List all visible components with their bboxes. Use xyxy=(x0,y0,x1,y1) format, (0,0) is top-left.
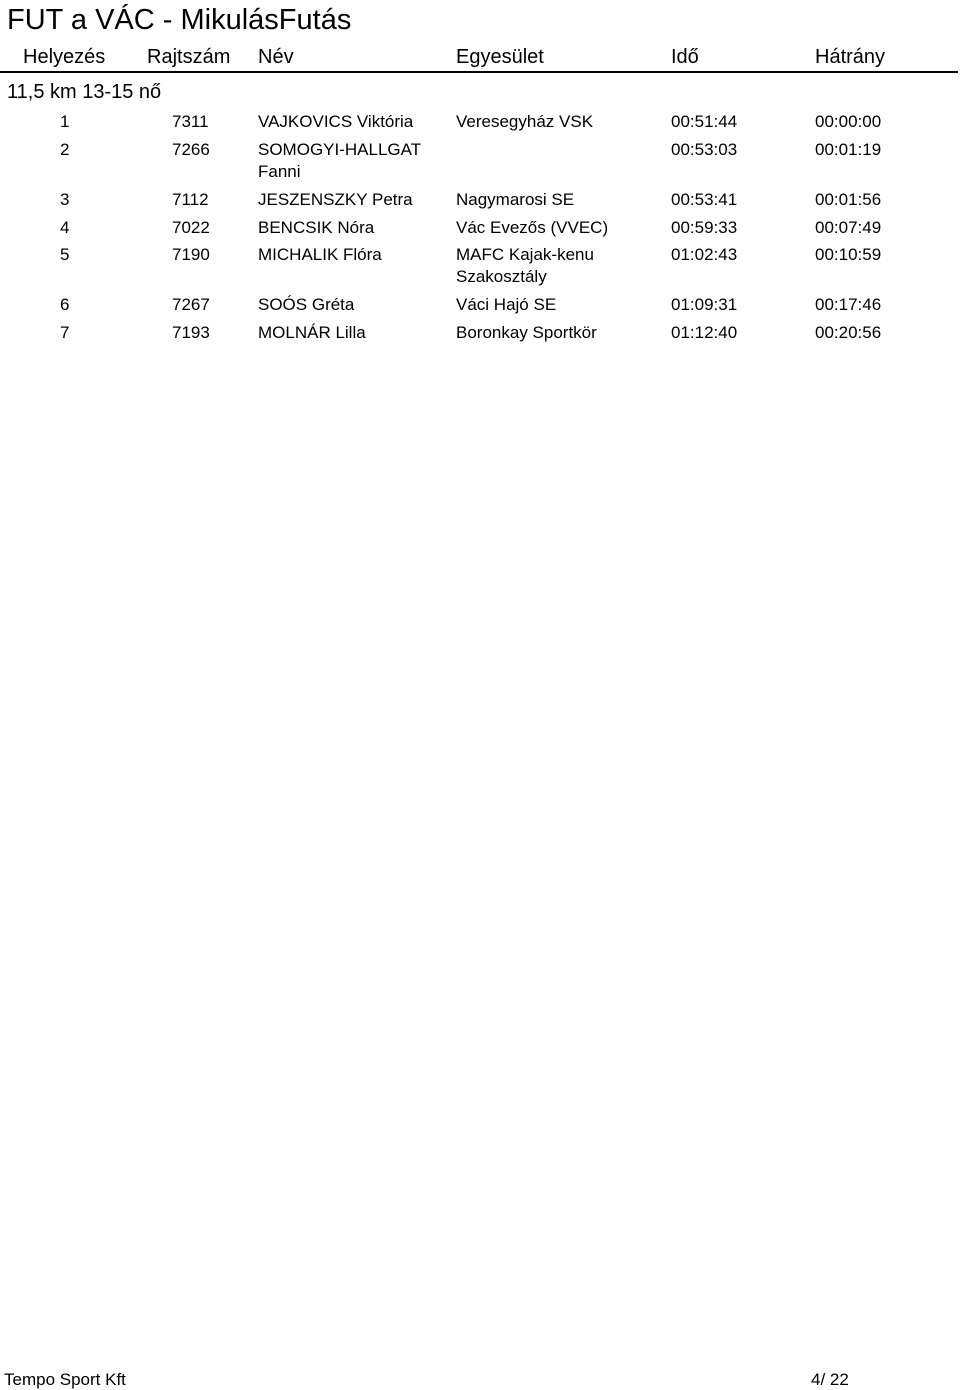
cell-position: 6 xyxy=(60,295,70,314)
cell-name: BENCSIK Nóra xyxy=(258,218,375,237)
column-header-bib: Rajtszám xyxy=(147,46,231,68)
column-header-time: Idő xyxy=(671,46,699,68)
footer-company: Tempo Sport Kft xyxy=(4,1370,126,1389)
cell-time: 00:51:44 xyxy=(671,112,738,131)
cell-time: 01:09:31 xyxy=(671,295,738,314)
cell-time: 00:59:33 xyxy=(671,218,738,237)
cell-bib: 7190 xyxy=(172,245,210,264)
cell-name: MICHALIK Flóra xyxy=(258,245,382,264)
cell-position: 5 xyxy=(60,245,70,264)
cell-gap: 00:10:59 xyxy=(815,245,882,264)
cell-gap: 00:17:46 xyxy=(815,295,882,314)
footer-page-number: 4/ 22 xyxy=(811,1370,849,1389)
cell-gap: 00:20:56 xyxy=(815,323,882,342)
cell-position: 2 xyxy=(60,140,70,159)
cell-name: SOÓS Gréta xyxy=(258,295,355,314)
cell-club: Veresegyház VSK xyxy=(456,112,594,131)
column-header-position: Helyezés xyxy=(23,46,106,68)
cell-name: MOLNÁR Lilla xyxy=(258,323,366,342)
cell-gap: 00:01:56 xyxy=(815,190,882,209)
cell-club: Váci Hajó SE xyxy=(456,295,557,314)
cell-position: 4 xyxy=(60,218,70,237)
cell-club: Boronkay Sportkör xyxy=(456,323,597,342)
table-header xyxy=(0,44,958,73)
cell-bib: 7266 xyxy=(172,140,210,159)
cell-club: Nagymarosi SE xyxy=(456,190,575,209)
cell-bib: 7022 xyxy=(172,218,210,237)
cell-time: 01:12:40 xyxy=(671,323,738,342)
cell-bib: 7267 xyxy=(172,295,210,314)
cell-club: Vác Evezős (VVEC) xyxy=(456,218,609,237)
cell-bib: 7193 xyxy=(172,323,210,342)
column-header-gap: Hátrány xyxy=(815,46,886,68)
column-header-name: Név xyxy=(258,46,294,68)
cell-time: 01:02:43 xyxy=(671,245,738,264)
column-header-club: Egyesület xyxy=(456,46,544,68)
cell-club: MAFC Kajak-kenu Szakosztály xyxy=(456,245,594,286)
cell-bib: 7112 xyxy=(172,190,209,209)
cell-position: 7 xyxy=(60,323,70,342)
cell-name: JESZENSZKY Petra xyxy=(258,190,413,209)
cell-gap: 00:07:49 xyxy=(815,218,882,237)
cell-gap: 00:01:19 xyxy=(815,140,882,159)
page-title: FUT a VÁC - MikulásFutás xyxy=(7,4,352,36)
category-heading: 11,5 km 13-15 nő xyxy=(7,81,162,103)
cell-gap: 00:00:00 xyxy=(815,112,882,131)
cell-position: 1 xyxy=(60,112,70,131)
cell-name: SOMOGYI-HALLGAT Fanni xyxy=(258,140,421,181)
cell-name: VAJKOVICS Viktória xyxy=(258,112,414,131)
cell-time: 00:53:03 xyxy=(671,140,738,159)
cell-time: 00:53:41 xyxy=(671,190,738,209)
cell-bib: 7311 xyxy=(172,112,209,131)
cell-position: 3 xyxy=(60,190,70,209)
